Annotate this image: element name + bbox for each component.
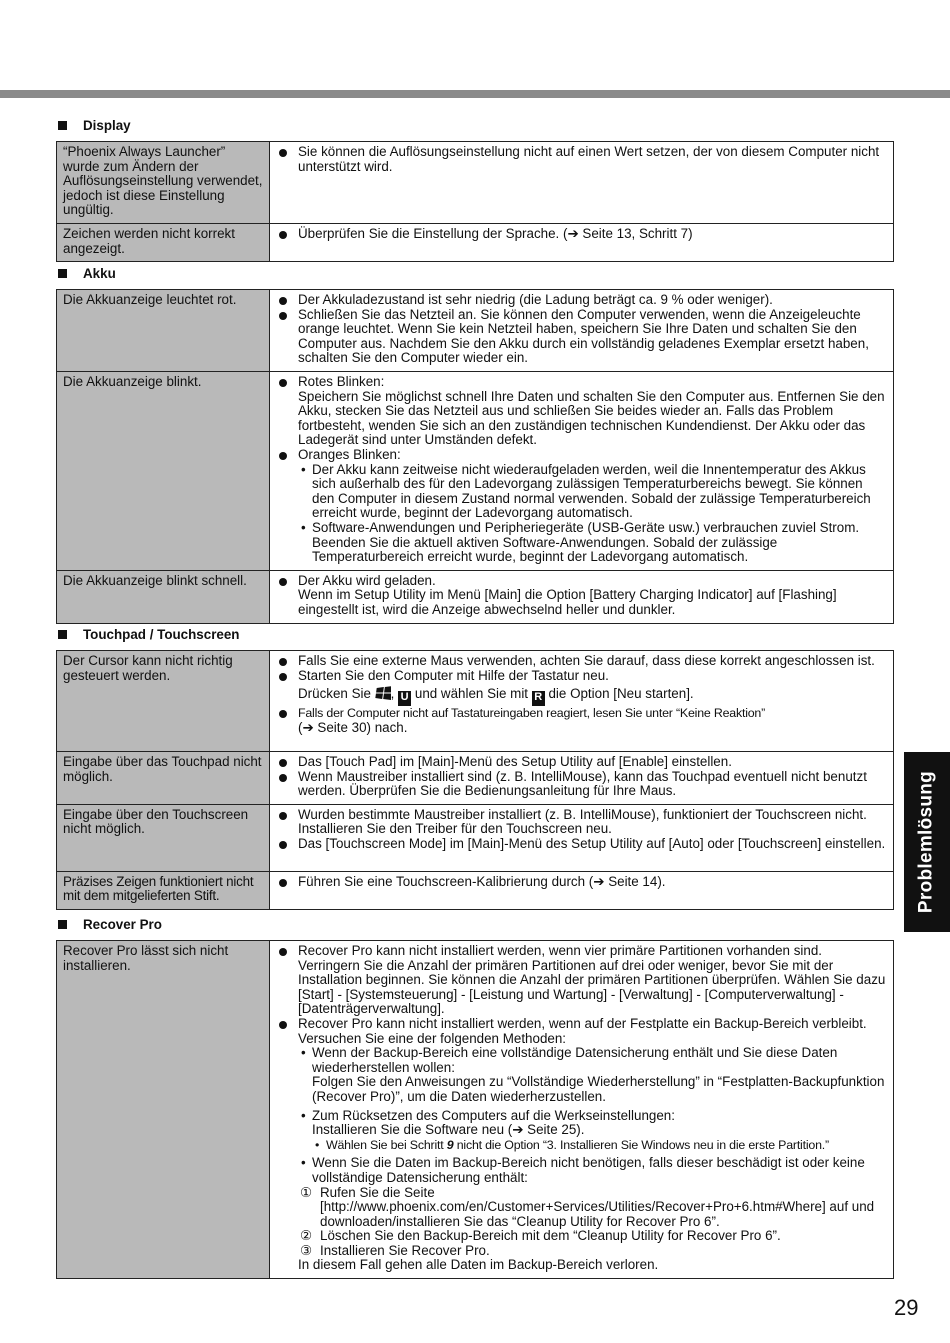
cause-cell: Eingabe über das Touchpad nicht möglich.: [57, 752, 270, 805]
cause-cell: Präzises Zeigen funktioniert nicht mit dem mitgelieferten Stift.: [57, 871, 270, 909]
table-row: [57, 871, 894, 909]
section-heading-akku: Akku: [58, 267, 116, 282]
cause-cell: Der Cursor kann nicht richtig gesteuert werden.: [57, 651, 270, 752]
cause-cell: Recover Pro lässt sich nicht installieren.: [57, 941, 270, 1279]
square-bullet-icon: [58, 630, 67, 639]
table-row: [57, 290, 894, 372]
windows-key-icon: [375, 686, 391, 700]
section-heading-display: Display: [58, 119, 131, 134]
touch-table: [56, 650, 894, 910]
solution-cell: Führen Sie eine Touchscreen-Kalibrierung durch (➔ Seite 14).: [270, 871, 894, 909]
u-key-icon: U: [398, 691, 411, 706]
cause-cell: Die Akkuanzeige leuchtet rot.: [57, 290, 270, 372]
table-row: [57, 142, 894, 224]
table-row: [57, 651, 894, 752]
table-row: [57, 752, 894, 805]
akku-table: [56, 289, 894, 624]
cause-cell: Eingabe über den Touchscreen nicht möglich.: [57, 804, 270, 871]
page-number: 29: [894, 1295, 919, 1320]
solution-cell: Falls Sie eine externe Maus verwenden, achten Sie darauf, dass diese korrekt angeschlossen ist. Starten Sie den Computer mit Hilfe der Tastatur neu. Drücken Sie , U und wählen Sie mit R die Option [Neu starten]. Falls der Computer nicht auf Tastatureingaben reagiert, lesen Sie unter “Keine Reaktion” (➔ Seite 30) nach.: [270, 651, 894, 752]
table-row: [57, 372, 894, 571]
solution-cell: Sie können die Auflösungseinstellung nicht auf einen Wert setzen, der von diesem Computer nicht unterstützt wird.: [270, 142, 894, 224]
solution-cell: Der Akkuladezustand ist sehr niedrig (die Ladung beträgt ca. 9 % oder weniger). Schließen Sie das Netzteil an. Sie können den Computer verwenden, wenn die Anzeigeleuchte orange leuchtet. Wenn Sie kein Netzteil haben, speichern Sie Ihre Daten und schalten Sie den Computer aus. Nachdem Sie den Akku durch ein vollständig geladenes Exemplar ersetzt haben, schalten Sie den Computer wieder ein.: [270, 290, 894, 372]
table-row: [57, 223, 894, 261]
cause-cell: Die Akkuanzeige blinkt schnell.: [57, 570, 270, 623]
square-bullet-icon: [58, 920, 67, 929]
solution-cell: Das [Touch Pad] im [Main]-Menü des Setup Utility auf [Enable] einstellen. Wenn Maustreiber installiert sind (z. B. IntelliMouse), kann das Touchpad eventuell nicht benutzt werden. Überprüfen Sie die Bedienungsanleitung für Ihre Maus.: [270, 752, 894, 805]
section-heading-recover: Recover Pro: [58, 918, 162, 933]
recover-table: [56, 940, 894, 1279]
solution-cell: Der Akku wird geladen. Wenn im Setup Utility im Menü [Main] die Option [Battery Charging Indicator] auf [Flashing] eingestellt ist, wird die Anzeige abwechselnd heller und dunkler.: [270, 570, 894, 623]
table-row: [57, 804, 894, 871]
side-tab: Problemlösung: [904, 752, 950, 932]
solution-cell: Recover Pro kann nicht installiert werden, wenn vier primäre Partitionen vorhanden sind. Verringern Sie die Anzahl der primären Partitionen auf drei oder weniger, bevor Sie mit der Installation beginnen. Sie können die Anzahl der primären Partitionen überprüfen. Wählen Sie dazu [Start] - [Systemsteuerung] - [Leistung und Wartung] - [Verwaltung] - [Computerverwaltung] - [Datenträgerverwaltung]. Recover Pro kann nicht installiert werden, wenn auf der Festplatte ein Backup-Bereich verbleibt. Versuchen Sie eine der folgenden Methoden: • Wenn der Backup-Bereich eine vollständige Datensicherung enthält und Sie diese Daten wiederherstellen wollen: Folgen Sie den Anweisungen zu “Vollständige Wiederherstellung” in “Festplatten-Backupfunktion (Recover Pro)”, um die Daten wiederherzustellen. • Zum Rücksetzen des Computers auf die Werkseinstellungen: Installieren Sie die Software neu (➔ Seite 25). • Wählen Sie bei Schritt 9 nicht die Option “3. Installieren Sie Windows neu in die erste Partition.” • Wenn Sie die Daten im Backup-Bereich nicht benötigen, falls dieser beschädigt ist oder keine vollständige Datensicherung enthält: ① Rufen Sie die Seite [http://www.phoenix.com/en/Customer+Services/Utilities/Recover+Pro+6.htm#Where] auf und downloaden/installieren Sie das “Cleanup Utility for Recover Pro 6”. ② Löschen Sie den Backup-Bereich mit dem “Cleanup Utility for Recover Pro 6”. ③ Installieren Sie Recover Pro. In diesem Fall gehen alle Daten im Backup-Bereich verloren.: [270, 941, 894, 1279]
display-table: [56, 141, 894, 262]
cause-cell: Die Akkuanzeige blinkt.: [57, 372, 270, 571]
cause-cell: Zeichen werden nicht korrekt angezeigt.: [57, 223, 270, 261]
square-bullet-icon: [58, 121, 67, 130]
table-row: [57, 570, 894, 623]
solution-cell: Überprüfen Sie die Einstellung der Sprache. (➔ Seite 13, Schritt 7): [270, 223, 894, 261]
top-rule: [0, 90, 950, 98]
section-heading-touch: Touchpad / Touchscreen: [58, 628, 240, 643]
solution-cell: Rotes Blinken: Speichern Sie möglichst schnell Ihre Daten und schalten Sie den Computer aus. Entfernen Sie den Akku, stecken Sie das Netzteil aus und schließen Sie beides wieder an. Falls das Problem fortbesteht, wenden Sie sich an den zuständigen technischen Kundendienst. Der Akku oder das Ladegerät sind unter Umständen defekt. Oranges Blinken: • Der Akku kann zeitweise nicht wiederaufgeladen werden, weil die Innentemperatur des Akkus sich außerhalb des für den Ladevorgang zulässigen Temperaturbereichs bewegt. Sie können den Computer in diesem Zustand normal verwenden. Sobald der zulässige Temperaturbereich erreicht wurde, beginnt der Ladevorgang automatisch. • Software-Anwendungen und Peripheriegeräte (USB-Geräte usw.) verbrauchen zuviel Strom. Beenden Sie die aktuell aktiven Software-Anwendungen. Sobald der zulässige Temperaturbereich erreicht wurde, beginnt der Ladevorgang automatisch.: [270, 372, 894, 571]
cause-cell: “Phoenix Always Launcher” wurde zum Ändern der Auflösungseinstellung verwendet, jedoch ist diese Einstellung ungültig.: [57, 142, 270, 224]
solution-cell: Wurden bestimmte Maustreiber installiert (z. B. IntelliMouse), funktioniert der Touchscreen nicht. Installieren Sie den Treiber für den Touchscreen neu. Das [Touchscreen Mode] im [Main]-Menü des Setup Utility auf [Auto] oder [Touchscreen] einstellen.: [270, 804, 894, 871]
r-key-icon: R: [532, 691, 545, 706]
square-bullet-icon: [58, 269, 67, 278]
table-row: [57, 941, 894, 1279]
